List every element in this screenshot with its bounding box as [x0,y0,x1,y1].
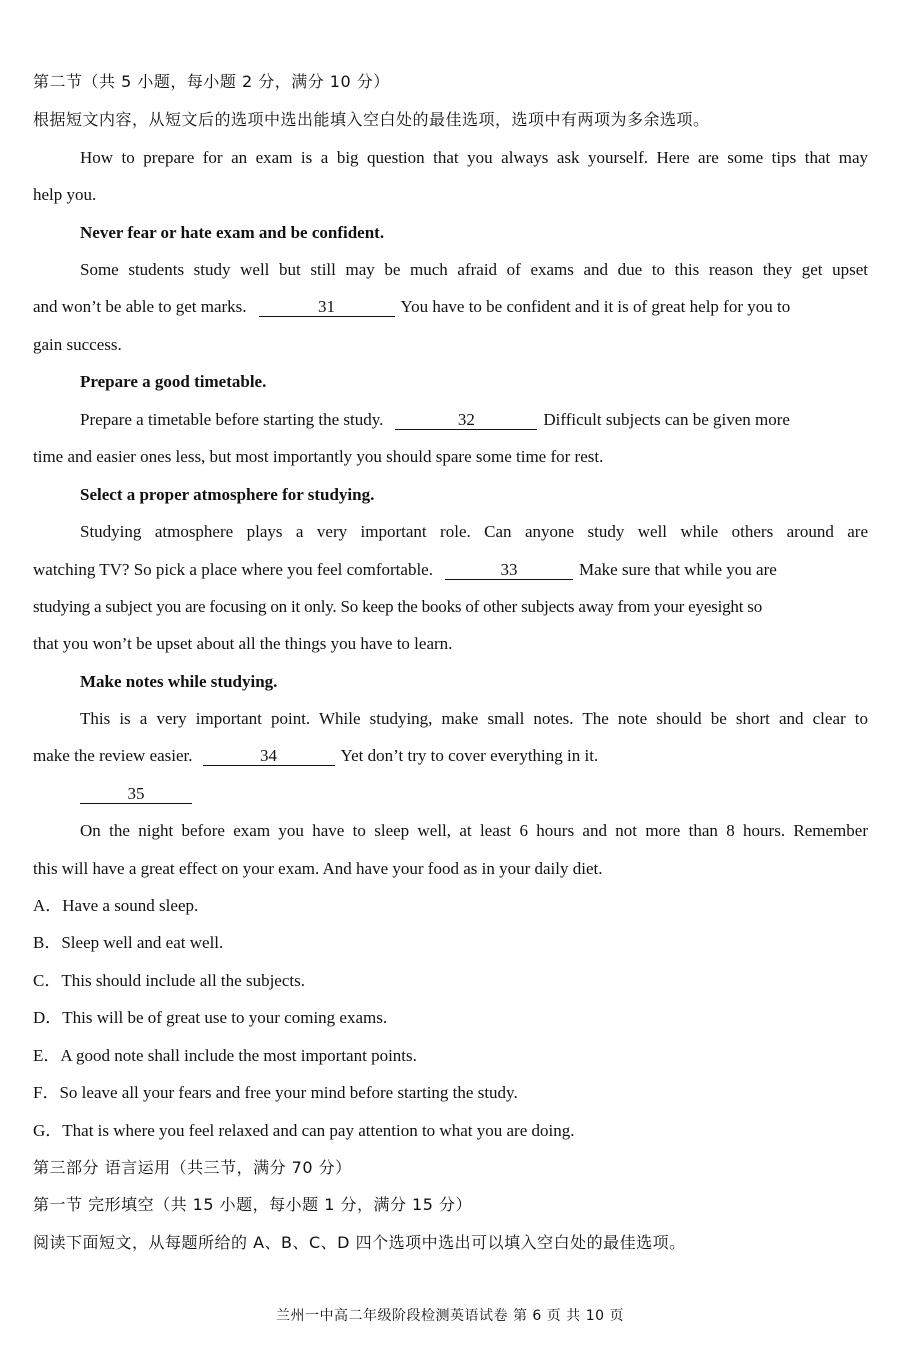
p4-line-2 [33,746,868,766]
option-text: This should include all the subjects. [61,971,305,990]
option-c [33,971,868,991]
option-text: A good note shall include the most important points. [60,1046,417,1065]
option-letter: G． [33,1121,63,1140]
p4-heading: Make notes while studying. [80,672,278,691]
blank-35: 35 [80,785,192,804]
option-letter: B． [33,933,62,952]
p2-line-1-post: Difficult subjects can be given more [543,410,790,429]
part3-instruction: 阅读下面短文，从每题所给的 A、B、C、D 四个选项中选出可以填入空白处的最佳选项。 [33,1233,686,1252]
p4-line-1: This is a very important point. While studying, make small notes. The note should be short and clear to [80,709,868,728]
p1-line-2-post: You have to be confident and it is of great help for you to [400,297,791,316]
option-d [33,1008,868,1028]
option-letter: C． [33,971,62,990]
option-letter: F． [33,1083,60,1102]
option-text: Sleep well and eat well. [61,933,224,952]
p1-heading: Never fear or hate exam and be confident. [80,223,385,242]
p3-line-1: Studying atmosphere plays a very important role. Can anyone study well while others around are [80,522,868,541]
p3-line-2-post: Make sure that while you are [578,560,777,579]
p2-line-1-pre: Prepare a timetable before starting the study. [80,410,384,429]
p2-line-2: time and easier ones less, but most importantly you should spare some time for rest. [33,447,604,466]
option-letter: D． [33,1008,63,1027]
part3-section1-heading: 第一节 完形填空（共 15 小题，每小题 1 分，满分 15 分） [33,1195,473,1214]
option-g [33,1121,868,1141]
option-letter: A． [33,896,63,915]
intro-line-1: How to prepare for an exam is a big question that you always ask yourself. Here are some tips that may [80,148,868,167]
p3-line-4: that you won’t be upset about all the things you have to learn. [33,634,453,653]
p3-line-3: studying a subject you are focusing on it only. So keep the books of other subjects away from your eyesight so [33,597,763,616]
p3-line-2-pre: watching TV? So pick a place where you feel comfortable. [33,560,433,579]
option-a [33,896,868,916]
intro-line-2: help you. [33,185,97,204]
blank-33: 33 [445,561,573,580]
instruction-text: 根据短文内容，从短文后的选项中选出能填入空白处的最佳选项，选项中有两项为多余选项。 [33,110,710,129]
p3-line-2 [33,560,868,580]
option-b [33,933,868,953]
p5-line-2: this will have a great effect on your exam. And have your food as in your daily diet. [33,859,603,878]
p4-line-2-post: Yet don’t try to cover everything in it. [340,746,599,765]
option-text: So leave all your fears and free your mind before starting the study. [59,1083,518,1102]
p1-line-2 [33,297,868,317]
p5-blank-line [80,784,868,804]
option-letter: E． [33,1046,61,1065]
p1-line-1: Some students study well but still may be much afraid of exams and due to this reason they get upset [80,260,868,279]
p3-heading: Select a proper atmosphere for studying. [80,485,375,504]
blank-32: 32 [395,411,537,430]
p2-line-1 [80,410,868,430]
section-heading: 第二节（共 5 小题，每小题 2 分，满分 10 分） [33,72,390,91]
option-text: Have a sound sleep. [62,896,199,915]
p4-line-2-pre: make the review easier. [33,746,193,765]
option-text: That is where you feel relaxed and can pay attention to what you are doing. [62,1121,575,1140]
p1-line-3: gain success. [33,335,122,354]
option-text: This will be of great use to your coming exams. [62,1008,388,1027]
p5-line-1: On the night before exam you have to sleep well, at least 6 hours and not more than 8 hours. Remember [80,821,868,840]
blank-34: 34 [203,747,335,766]
page-footer: 兰州一中高二年级阶段检测英语试卷 第 6 页 共 10 页 [276,1308,624,1324]
p2-heading: Prepare a good timetable. [80,372,267,391]
blank-31: 31 [259,298,395,317]
part3-heading: 第三部分 语言运用（共三节，满分 70 分） [33,1158,352,1177]
option-e [33,1046,868,1066]
p1-line-2-pre: and won’t be able to get marks. [33,297,247,316]
option-f [33,1083,868,1103]
